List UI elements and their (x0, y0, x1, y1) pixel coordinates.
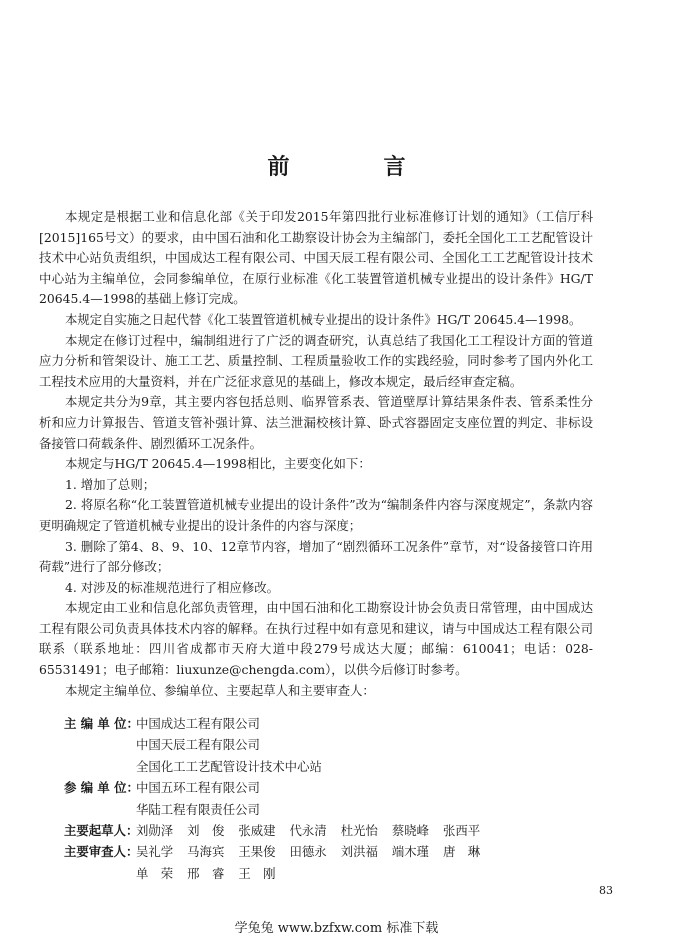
part-units-row (64, 777, 494, 820)
person-name: 代永清 (289, 823, 327, 839)
unit-name: 中国成达工程有限公司 (136, 716, 260, 731)
person-name: 蔡晓峰 (391, 823, 430, 839)
list-item: 4. 对涉及的标准规范进行了相应修改。 (65, 579, 280, 595)
paragraph: 本规定在修订过程中，编制组进行了广泛的调查研究，认真总结了我国化工工程设计方面的管道应力分析和管架设计、施工工艺、质量控制、工程质量验收工作的实践经验，同时参考了国内外化工工程技术应用的大量资料，并在广泛征求意见的基础上，修改本规定，最后经审查定稿。 (39, 332, 593, 389)
reviewers-list (136, 841, 494, 884)
person-name: 吴礼学 (136, 844, 174, 860)
chief-units-row (64, 713, 494, 777)
paragraph: 本规定共分为9章，其主要内容包括总则、临界管系表、管道壁厚计算结果条件表、管系柔性分析和应力计算报告、管道支管补强计算、法兰泄漏校核计算、卧式容器固定支座位置的判定、非标设备接管口荷载条件、剧烈循环工况条件。 (39, 394, 593, 451)
paragraph: 本规定自实施之日起代替《化工装置管道机械专业提出的设计条件》HG/T 20645.4—1998。 (65, 311, 582, 327)
part-units-label: 参 编 单 位： (64, 780, 139, 796)
person-name: 马海宾 (187, 844, 225, 860)
chief-units-label: 主 编 单 位： (64, 716, 139, 731)
person-name: 张西平 (443, 823, 481, 839)
person-name: 杜光怡 (340, 823, 378, 839)
paragraph: 本规定由工业和信息化部负责管理，由中国石油和化工勘察设计协会负责日常管理，由中国成达工程有限公司负责具体技术内容的解释。在执行过程中如有意见和建议，请与中国成达工程有限公司联系（联系地址：四川省成都市天府大道中段279号成达大厦；邮编：610041；电话：028-65531491；电子邮箱：liuxunze@chengda.com），以供今后修订时参考。 (39, 600, 593, 678)
preface-body (39, 207, 593, 701)
person-name: 唐 琳 (443, 844, 481, 860)
person-name: 单 荣 (136, 865, 174, 881)
unit-name: 中国五环工程有限公司 (136, 780, 260, 796)
reviewers-label: 主要审查人： (64, 844, 139, 860)
unit-name: 华陆工程有限责任公司 (136, 801, 260, 817)
page-number: 83 (599, 884, 613, 897)
paragraph: 本规定是根据工业和信息化部《关于印发2015年第四批行业标准修订计划的通知》（工信厅科[2015]165号文）的要求，由中国石油和化工勘察设计协会为主编部门，委托全国化工工艺配管设计技术中心站负责组织，中国成达工程有限公司、中国天辰工程有限公司、全国化工工艺配管设计技术中心站为主编单位，会同参编单位，在原行业标准《化工装置管道机械专业提出的设计条件》HG/T 20645.4—1998的基础上修订完成。 (39, 209, 593, 307)
paragraph: 本规定主编单位、参编单位、主要起草人和主要审查人： (65, 682, 375, 698)
person-name: 王果俊 (238, 844, 276, 860)
footer-watermark: 学兔兔 www.bzfxw.com 标准下载 (234, 921, 439, 936)
person-name: 田德永 (289, 844, 327, 860)
person-name: 邢 睿 (187, 865, 225, 881)
chief-units-list (136, 713, 322, 777)
person-name: 端木瑾 (391, 844, 430, 860)
list-item: 1. 增加了总则； (65, 476, 156, 492)
page-title: 前 言 (267, 154, 442, 180)
list-item: 2. 将原名称“化工装置管道机械专业提出的设计条件”改为“编制条件内容与深度规定”，条款内容更明确规定了管道机械专业提出的设计条件的内容与深度； (39, 497, 593, 533)
list-item: 3. 删除了第4、8、9、10、12章节内容，增加了“剧烈循环工况条件”章节，对“设备接管口许用荷载”进行了部分修改； (39, 538, 593, 575)
drafters-row (64, 820, 494, 841)
unit-name: 中国天辰工程有限公司 (136, 737, 260, 753)
reviewers-row (64, 841, 494, 884)
person-name: 刘勋泽 (136, 823, 174, 839)
person-name: 刘 俊 (187, 823, 225, 839)
part-units-list (136, 777, 260, 820)
person-name: 刘洪福 (340, 844, 378, 860)
unit-name: 全国化工工艺配管设计技术中心站 (136, 758, 322, 774)
drafters-list (136, 820, 494, 841)
person-name: 王 刚 (238, 865, 276, 881)
roster (64, 713, 494, 884)
paragraph: 本规定与HG/T 20645.4—1998相比，主要变化如下： (65, 456, 371, 472)
drafters-label: 主要起草人： (64, 823, 139, 839)
person-name: 张威建 (238, 823, 276, 839)
